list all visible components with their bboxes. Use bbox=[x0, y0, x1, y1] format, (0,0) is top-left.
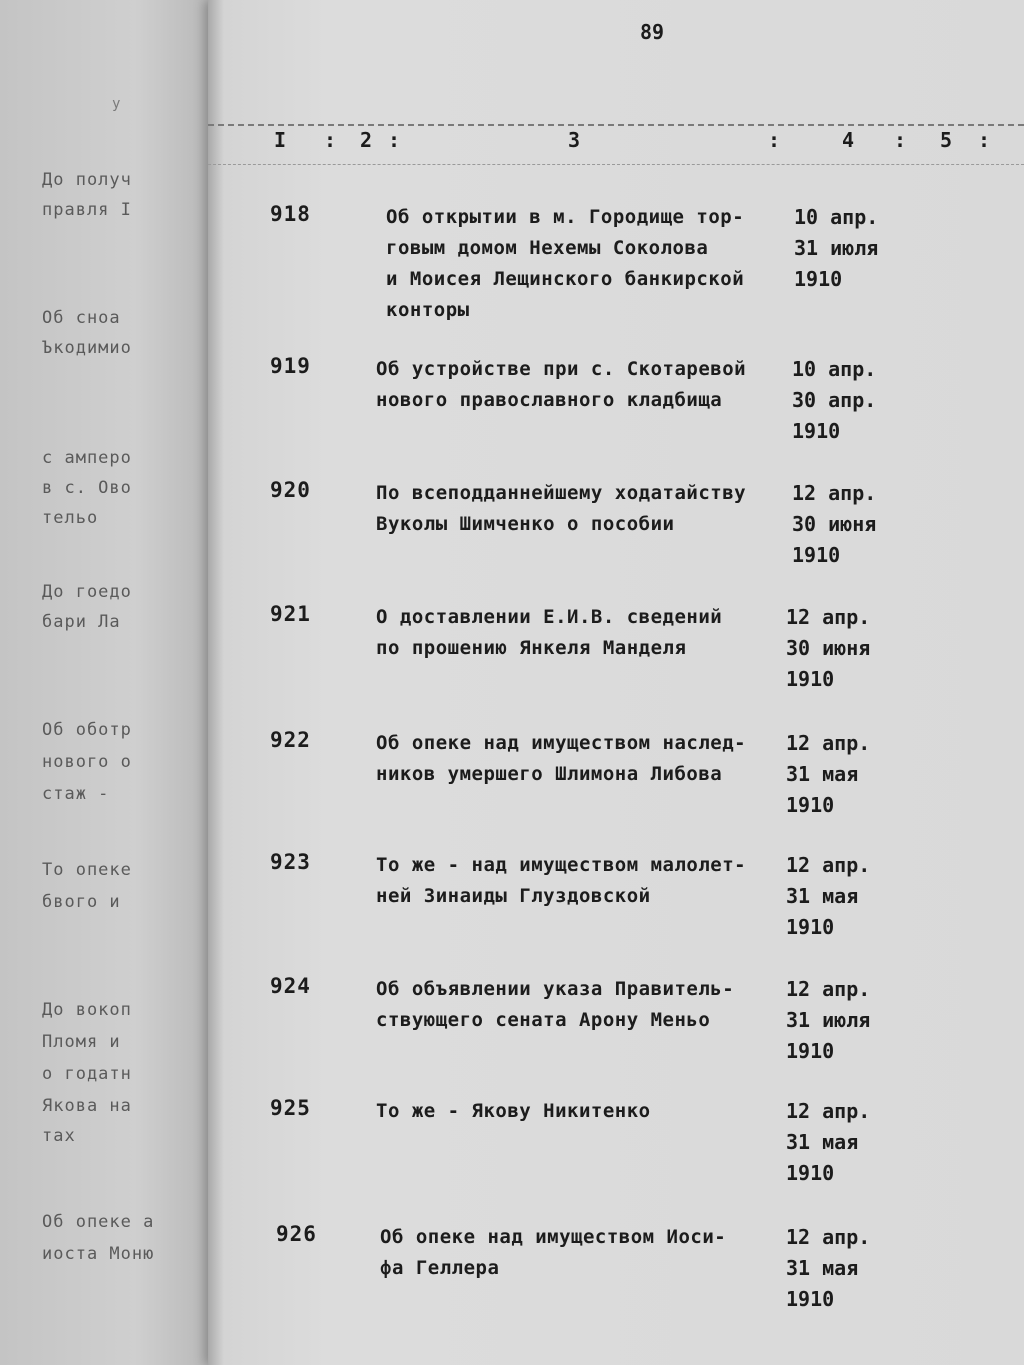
date-end: 31 мая bbox=[786, 884, 859, 908]
column-separator: : bbox=[894, 128, 907, 152]
entry-number: 925 bbox=[270, 1096, 311, 1120]
underlying-text-fragment: То опеке bbox=[42, 860, 132, 880]
entry-title-line: То же - над имуществом малолет- bbox=[376, 854, 747, 876]
column-separator: : bbox=[978, 128, 991, 152]
entry-number: 922 bbox=[270, 728, 311, 752]
entry-title-line: Об объявлении указа Правитель- bbox=[376, 978, 735, 1000]
entry-title-line: Вуколы Шимченко о пособии bbox=[376, 513, 675, 535]
date-year: 1910 bbox=[786, 1287, 835, 1311]
entry-dates bbox=[786, 974, 870, 1067]
entry-title-line: Об опеке над имуществом Иоси- bbox=[380, 1226, 727, 1248]
underlying-text-fragment: Об оботр bbox=[42, 720, 132, 740]
date-end: 31 мая bbox=[786, 762, 859, 786]
date-end: 30 июня bbox=[792, 512, 877, 536]
entry-title-line: конторы bbox=[386, 299, 470, 321]
underlying-text-fragment: стаж - bbox=[42, 784, 110, 804]
date-year: 1910 bbox=[792, 419, 841, 443]
entry-dates bbox=[792, 478, 876, 571]
column-separator: : bbox=[388, 128, 401, 152]
column-header-5: 5 bbox=[940, 128, 953, 152]
entry-title bbox=[376, 728, 776, 790]
date-year: 1910 bbox=[786, 915, 835, 939]
entry-title-line: По всеподданнейшему ходатайству bbox=[376, 482, 747, 504]
header-top-rule bbox=[208, 124, 1024, 126]
document-page bbox=[112, 0, 1024, 1365]
entry-title bbox=[376, 974, 776, 1036]
entry-number: 921 bbox=[270, 602, 311, 626]
date-start: 12 апр. bbox=[792, 481, 877, 505]
date-year: 1910 bbox=[786, 1161, 835, 1185]
entry-title bbox=[376, 1096, 776, 1127]
entry-title bbox=[376, 850, 776, 912]
entry-title bbox=[376, 354, 776, 416]
date-end: 31 мая bbox=[786, 1130, 859, 1154]
entry-dates bbox=[786, 728, 870, 821]
underlying-text-fragment: До получ bbox=[42, 170, 132, 190]
entry-title bbox=[386, 202, 786, 326]
entry-title-line: говым домом Нехемы Соколова bbox=[386, 237, 709, 259]
entry-title-line: Об устройстве при с. Скотаревой bbox=[376, 358, 747, 380]
date-end: 30 апр. bbox=[792, 388, 877, 412]
header-bottom-rule bbox=[208, 164, 1024, 165]
page-number: 89 bbox=[640, 20, 665, 44]
underlying-text-fragment: Об сноа bbox=[42, 308, 121, 328]
column-header-4: 4 bbox=[842, 128, 855, 152]
underlying-text-fragment: правля I bbox=[42, 200, 132, 220]
underlying-text-fragment: о годатн bbox=[42, 1064, 132, 1084]
entry-dates bbox=[786, 1096, 870, 1189]
entry-title-line: ствующего сената Арону Меньо bbox=[376, 1009, 711, 1031]
entry-dates bbox=[792, 354, 876, 447]
date-start: 10 апр. bbox=[794, 205, 879, 229]
entry-title-line: ников умершего Шлимона Либова bbox=[376, 763, 723, 785]
column-separator: : bbox=[768, 128, 781, 152]
underlying-left-page bbox=[0, 0, 225, 1365]
underlying-text-fragment: Якова на bbox=[42, 1096, 132, 1116]
date-start: 12 апр. bbox=[786, 977, 871, 1001]
column-header-1: I bbox=[274, 128, 287, 152]
underlying-text-fragment: Ъкодимио bbox=[42, 338, 132, 358]
entry-number: 926 bbox=[276, 1222, 317, 1246]
date-start: 12 апр. bbox=[786, 1099, 871, 1123]
column-header-2: 2 bbox=[360, 128, 373, 152]
date-end: 31 мая bbox=[786, 1256, 859, 1280]
underlying-text-fragment: бари Ла bbox=[42, 612, 121, 632]
date-start: 10 апр. bbox=[792, 357, 877, 381]
date-end: 30 июня bbox=[786, 636, 871, 660]
entry-title-line: и Моисея Лещинского банкирской bbox=[386, 268, 745, 290]
underlying-text-fragment: в с. Ово bbox=[42, 478, 132, 498]
date-year: 1910 bbox=[786, 793, 835, 817]
entry-title-line: по прошению Янкеля Манделя bbox=[376, 637, 687, 659]
underlying-text-fragment: с амперо bbox=[42, 448, 132, 468]
date-year: 1910 bbox=[786, 667, 835, 691]
column-separator: : bbox=[324, 128, 337, 152]
date-start: 12 апр. bbox=[786, 853, 871, 877]
underlying-text-fragment: Пломя и bbox=[42, 1032, 121, 1052]
column-header-row bbox=[208, 128, 1024, 160]
entry-title-line: нового православного кладбища bbox=[376, 389, 723, 411]
date-year: 1910 bbox=[792, 543, 841, 567]
underlying-text-fragment: нового о bbox=[42, 752, 132, 772]
date-year: 1910 bbox=[794, 267, 843, 291]
underlying-text-fragment: тах bbox=[42, 1126, 76, 1146]
margin-mark: у bbox=[112, 96, 121, 112]
entry-number: 923 bbox=[270, 850, 311, 874]
date-end: 31 июля bbox=[794, 236, 879, 260]
date-start: 12 апр. bbox=[786, 1225, 871, 1249]
date-start: 12 апр. bbox=[786, 605, 871, 629]
date-start: 12 апр. bbox=[786, 731, 871, 755]
underlying-text-fragment: Об опеке а bbox=[42, 1212, 155, 1232]
entry-dates bbox=[786, 850, 870, 943]
underlying-text-fragment: тельо bbox=[42, 508, 99, 528]
date-end: 31 июля bbox=[786, 1008, 871, 1032]
entry-title-line: О доставлении Е.И.В. сведений bbox=[376, 606, 723, 628]
entry-number: 918 bbox=[270, 202, 311, 226]
underlying-text-fragment: иоста Моню bbox=[42, 1244, 155, 1264]
column-header-3: 3 bbox=[568, 128, 581, 152]
entry-title-line: Об опеке над имуществом наслед- bbox=[376, 732, 747, 754]
entry-title-line: фа Геллера bbox=[380, 1257, 500, 1279]
entry-number: 919 bbox=[270, 354, 311, 378]
entry-number: 924 bbox=[270, 974, 311, 998]
underlying-text-fragment: бвого и bbox=[42, 892, 121, 912]
underlying-text-fragment: До вокоп bbox=[42, 1000, 132, 1020]
entry-title bbox=[376, 478, 776, 540]
entry-number: 920 bbox=[270, 478, 311, 502]
entry-dates bbox=[794, 202, 878, 295]
entry-dates bbox=[786, 602, 870, 695]
entry-title-line: ней Зинаиды Глуздовской bbox=[376, 885, 651, 907]
entry-title bbox=[380, 1222, 780, 1284]
date-year: 1910 bbox=[786, 1039, 835, 1063]
underlying-text-fragment: До гоедо bbox=[42, 582, 132, 602]
entry-title bbox=[376, 602, 776, 664]
entry-title-line: То же - Якову Никитенко bbox=[376, 1100, 651, 1122]
entry-dates bbox=[786, 1222, 870, 1315]
entry-title-line: Об открытии в м. Городище тор- bbox=[386, 206, 745, 228]
